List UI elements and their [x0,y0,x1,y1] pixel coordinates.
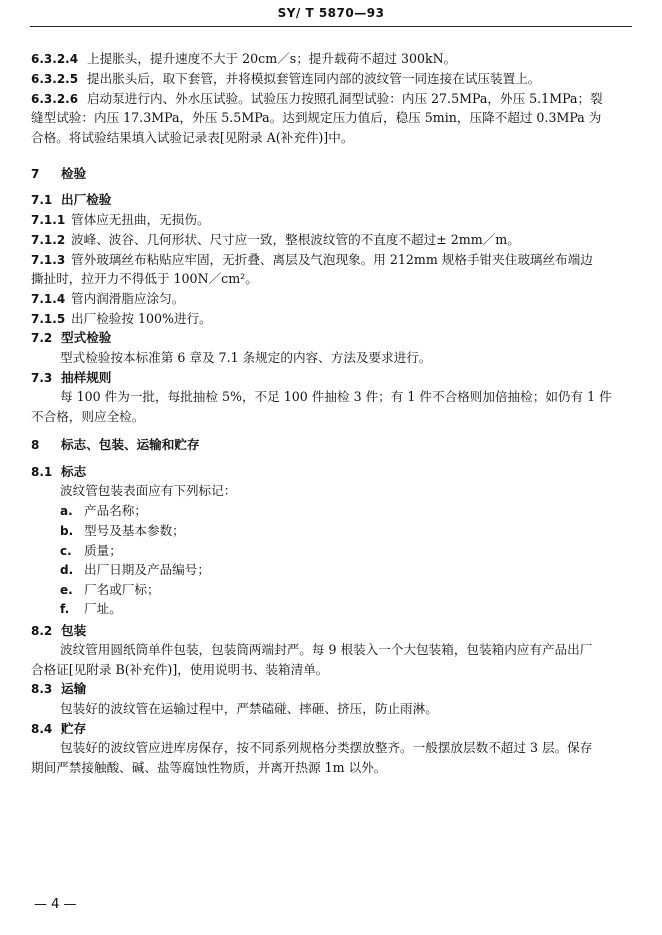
section-title: 出厂检验 [61,192,112,207]
chapter-number: 7 [31,167,40,181]
mark-letter: f. [60,602,70,616]
clause-7-1-5 [31,310,212,328]
section-7-1-heading [31,191,111,209]
section-8-4-text: 包装好的波纹管应进库房保存，按不同系列规格分类摆放整齐。一般摆放层数不超过 3 层。保存 [60,740,593,755]
mark-text: 出厂日期及产品编号； [84,562,210,577]
mark-letter: c. [60,544,72,558]
section-title: 贮存 [61,721,87,736]
section-7-3-text: 每 100 件为一批，每批抽检 5%，不足 100 件抽检 3 件；有 1 件不合格则加倍抽检；如仍有 1 件 [60,389,612,404]
section-title: 标志 [61,464,87,479]
mark-item [60,561,210,579]
clause-text: 管外玻璃丝布粘贴应牢固，无折叠、离层及气泡现象。用 212mm 规格手钳夹住玻璃丝布端边 [71,252,593,267]
clause-text: 出厂检验按 100%进行。 [71,311,212,326]
clause-number: 6.3.2.6 [31,92,79,106]
header-rule [30,26,632,27]
chapter-number: 8 [31,438,40,452]
clause-6-3-2-4 [31,50,456,68]
section-8-2-text-cont: 合格证[见附录 B(补充件)]，使用说明书、装箱清单。 [31,662,329,677]
clause-number: 7.1.2 [31,233,66,247]
mark-text: 型号及基本参数； [84,523,185,538]
section-number: 7.1 [31,193,53,207]
section-title: 包装 [61,623,87,638]
mark-item [60,600,122,618]
section-title: 运输 [61,681,87,696]
chapter-title: 标志、包装、运输和贮存 [61,437,200,452]
section-7-2-text: 型式检验按本标准第 6 章及 7.1 条规定的内容、方法及要求进行。 [60,350,432,365]
mark-item [60,502,147,520]
chapter-8-heading [31,436,200,454]
clause-text: 启动泵进行内、外水压试验。试验压力按照孔洞型试验：内压 27.5MPa，外压 5.1MPa；裂 [87,91,603,106]
clause-7-1-3-cont: 撕扯时，拉开力不得低于 100N／cm²。 [31,271,258,286]
clause-text: 管内润滑脂应涂匀。 [71,291,185,306]
section-7-3-heading [31,369,111,387]
clause-6-3-2-6-cont: 合格。将试验结果填入试验记录表[见附录 A(补充件)]中。 [31,130,354,145]
section-7-2-heading [31,329,111,347]
section-number: 7.3 [31,371,53,385]
section-8-2-heading [31,622,86,640]
section-number: 8.1 [31,465,53,479]
mark-letter: e. [60,583,73,597]
clause-number: 7.1.4 [31,292,66,306]
section-8-3-text: 包装好的波纹管在运输过程中，严禁磕碰、摔砸、挤压，防止雨淋。 [60,701,438,716]
clause-6-3-2-6 [31,90,603,108]
section-number: 8.3 [31,682,53,696]
section-title: 型式检验 [61,330,112,345]
clause-number: 7.1.1 [31,213,66,227]
section-8-4-heading [31,720,86,738]
clause-number: 6.3.2.4 [31,52,79,66]
section-8-2-text: 波纹管用圆纸筒单件包装，包装筒两端封严。每 9 根装入一个大包装箱，包装箱内应有产品出厂 [60,642,593,657]
clause-number: 7.1.5 [31,312,66,326]
section-number: 7.2 [31,331,53,345]
clause-7-1-1 [31,211,210,229]
clause-7-1-4 [31,290,184,308]
clause-text: 管体应无扭曲，无损伤。 [71,212,210,227]
section-8-1-heading [31,463,86,481]
clause-text: 上提胀头，提升速度不大于 20cm／s；提升载荷不超过 300kN。 [87,51,457,66]
mark-letter: a. [60,504,73,518]
clause-7-1-3 [31,251,593,269]
mark-item [60,542,122,560]
section-number: 8.4 [31,722,53,736]
section-8-1-intro: 波纹管包装表面应有下列标记： [60,483,237,498]
mark-item [60,581,160,599]
clause-6-3-2-6-cont: 缝型试验：内压 17.3MPa，外压 5.5MPa。达到规定压力值后，稳压 5min，压降不超过 0.3MPa 为 [31,110,602,125]
section-title: 抽样规则 [61,370,112,385]
clause-number: 6.3.2.5 [31,72,79,86]
clause-text: 提出胀头后，取下套管，并将模拟套管连同内部的波纹管一同连接在试压装置上。 [87,71,541,86]
mark-text: 厂址。 [84,601,122,616]
page-header: SY/ T 5870—93 [277,6,385,20]
chapter-title: 检验 [61,166,87,181]
section-8-3-heading [31,680,86,698]
clause-6-3-2-5 [31,70,540,88]
section-number: 8.2 [31,624,53,638]
clause-7-1-2 [31,231,520,249]
mark-text: 产品名称； [84,503,147,518]
section-7-3-text-cont: 不合格，则应全检。 [31,409,145,424]
clause-text: 波峰、波谷、几何形状、尺寸应一致，整根波纹管的不直度不超过± 2mm／m。 [71,232,520,247]
chapter-7-heading [31,165,86,183]
page-number: — 4 — [34,897,77,912]
section-8-4-text-cont: 期间严禁接触酸、碱、盐等腐蚀性物质，并离开热源 1m 以外。 [31,760,387,775]
mark-letter: d. [60,563,74,577]
mark-letter: b. [60,524,74,538]
mark-text: 质量； [84,543,122,558]
mark-text: 厂名或厂标； [84,582,160,597]
clause-number: 7.1.3 [31,253,66,267]
mark-item [60,522,185,540]
